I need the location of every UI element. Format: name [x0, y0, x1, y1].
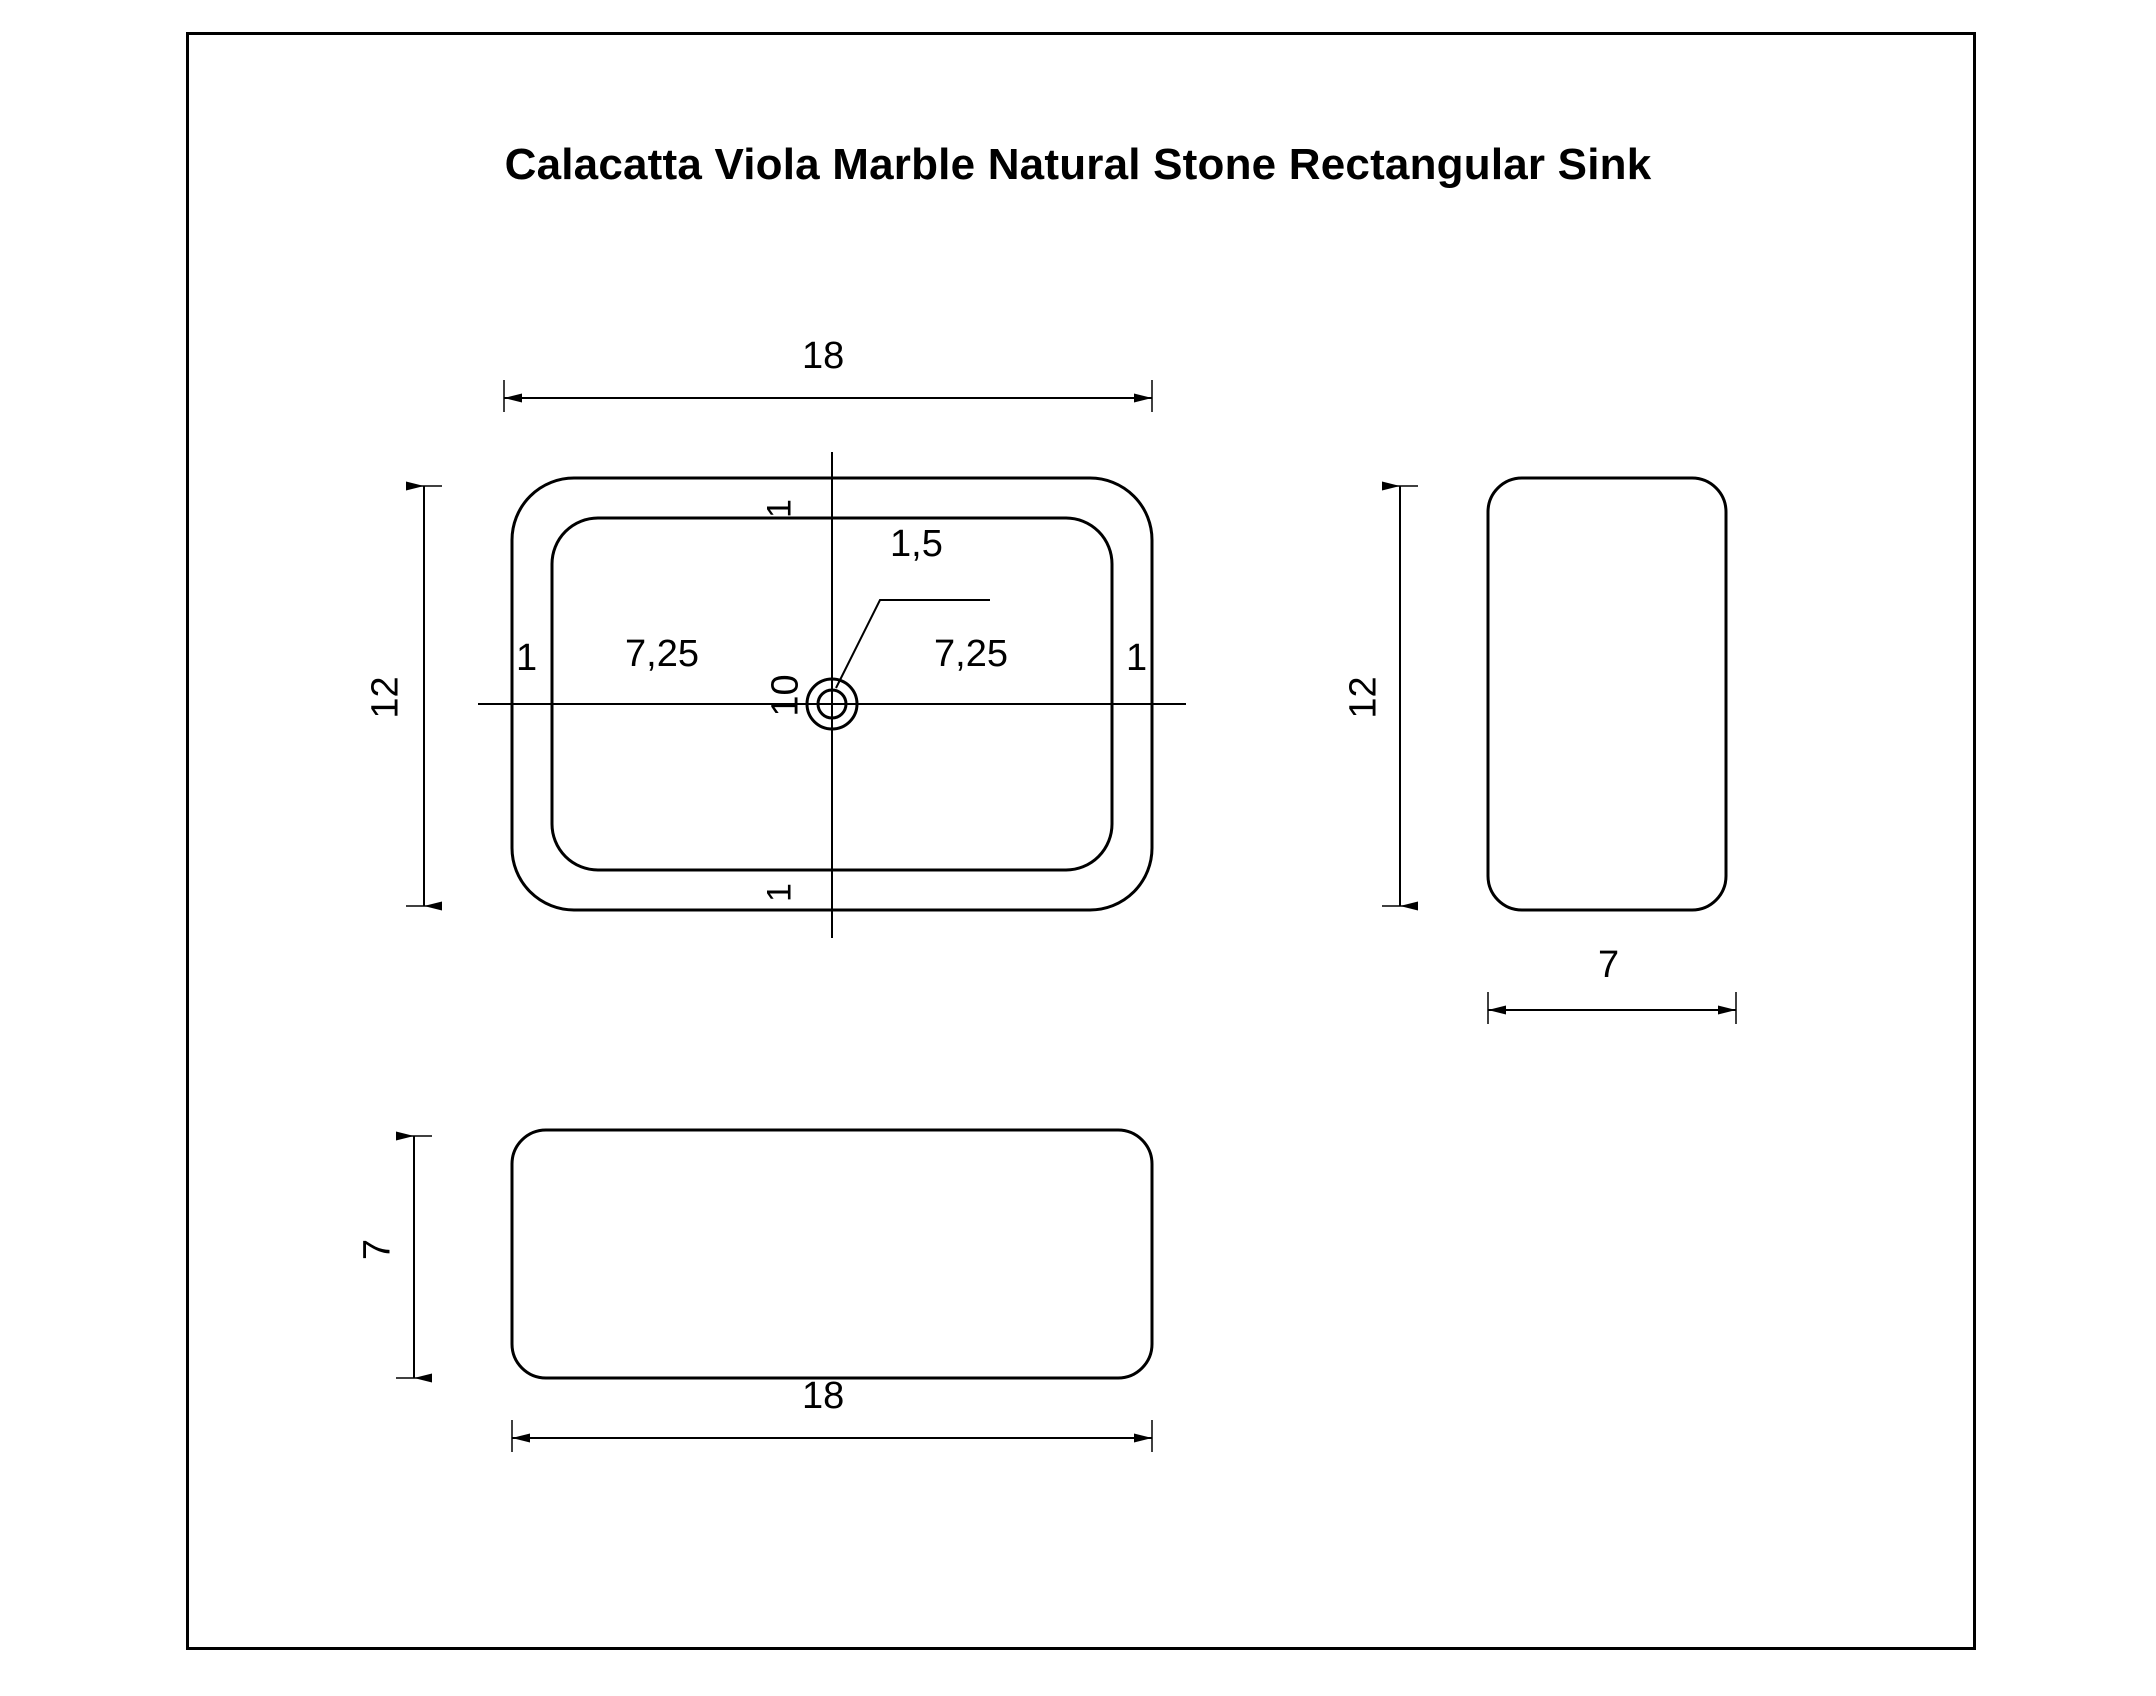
dim-rim-right: 1: [1126, 637, 1148, 679]
dim-rim-top: 1: [760, 499, 799, 518]
dim-rim-bottom: 1: [760, 883, 799, 902]
dim-rim-left: 1: [516, 637, 538, 679]
dim-drain-diameter: 1,5: [890, 523, 943, 565]
dim-top-height: 12: [364, 676, 407, 719]
dim-front-width: 18: [802, 1375, 845, 1417]
dim-side-height: 12: [1342, 676, 1385, 719]
dim-front-height: 7: [356, 1238, 399, 1261]
dim-side-width: 7: [1598, 944, 1620, 986]
dim-half-left: 7,25: [625, 633, 699, 675]
dim-half-right: 7,25: [934, 633, 1008, 675]
page-title: Calacatta Viola Marble Natural Stone Rectangular Sink: [504, 140, 1652, 189]
dim-drain-center: 10: [764, 674, 807, 717]
dim-top-width: 18: [802, 335, 845, 377]
